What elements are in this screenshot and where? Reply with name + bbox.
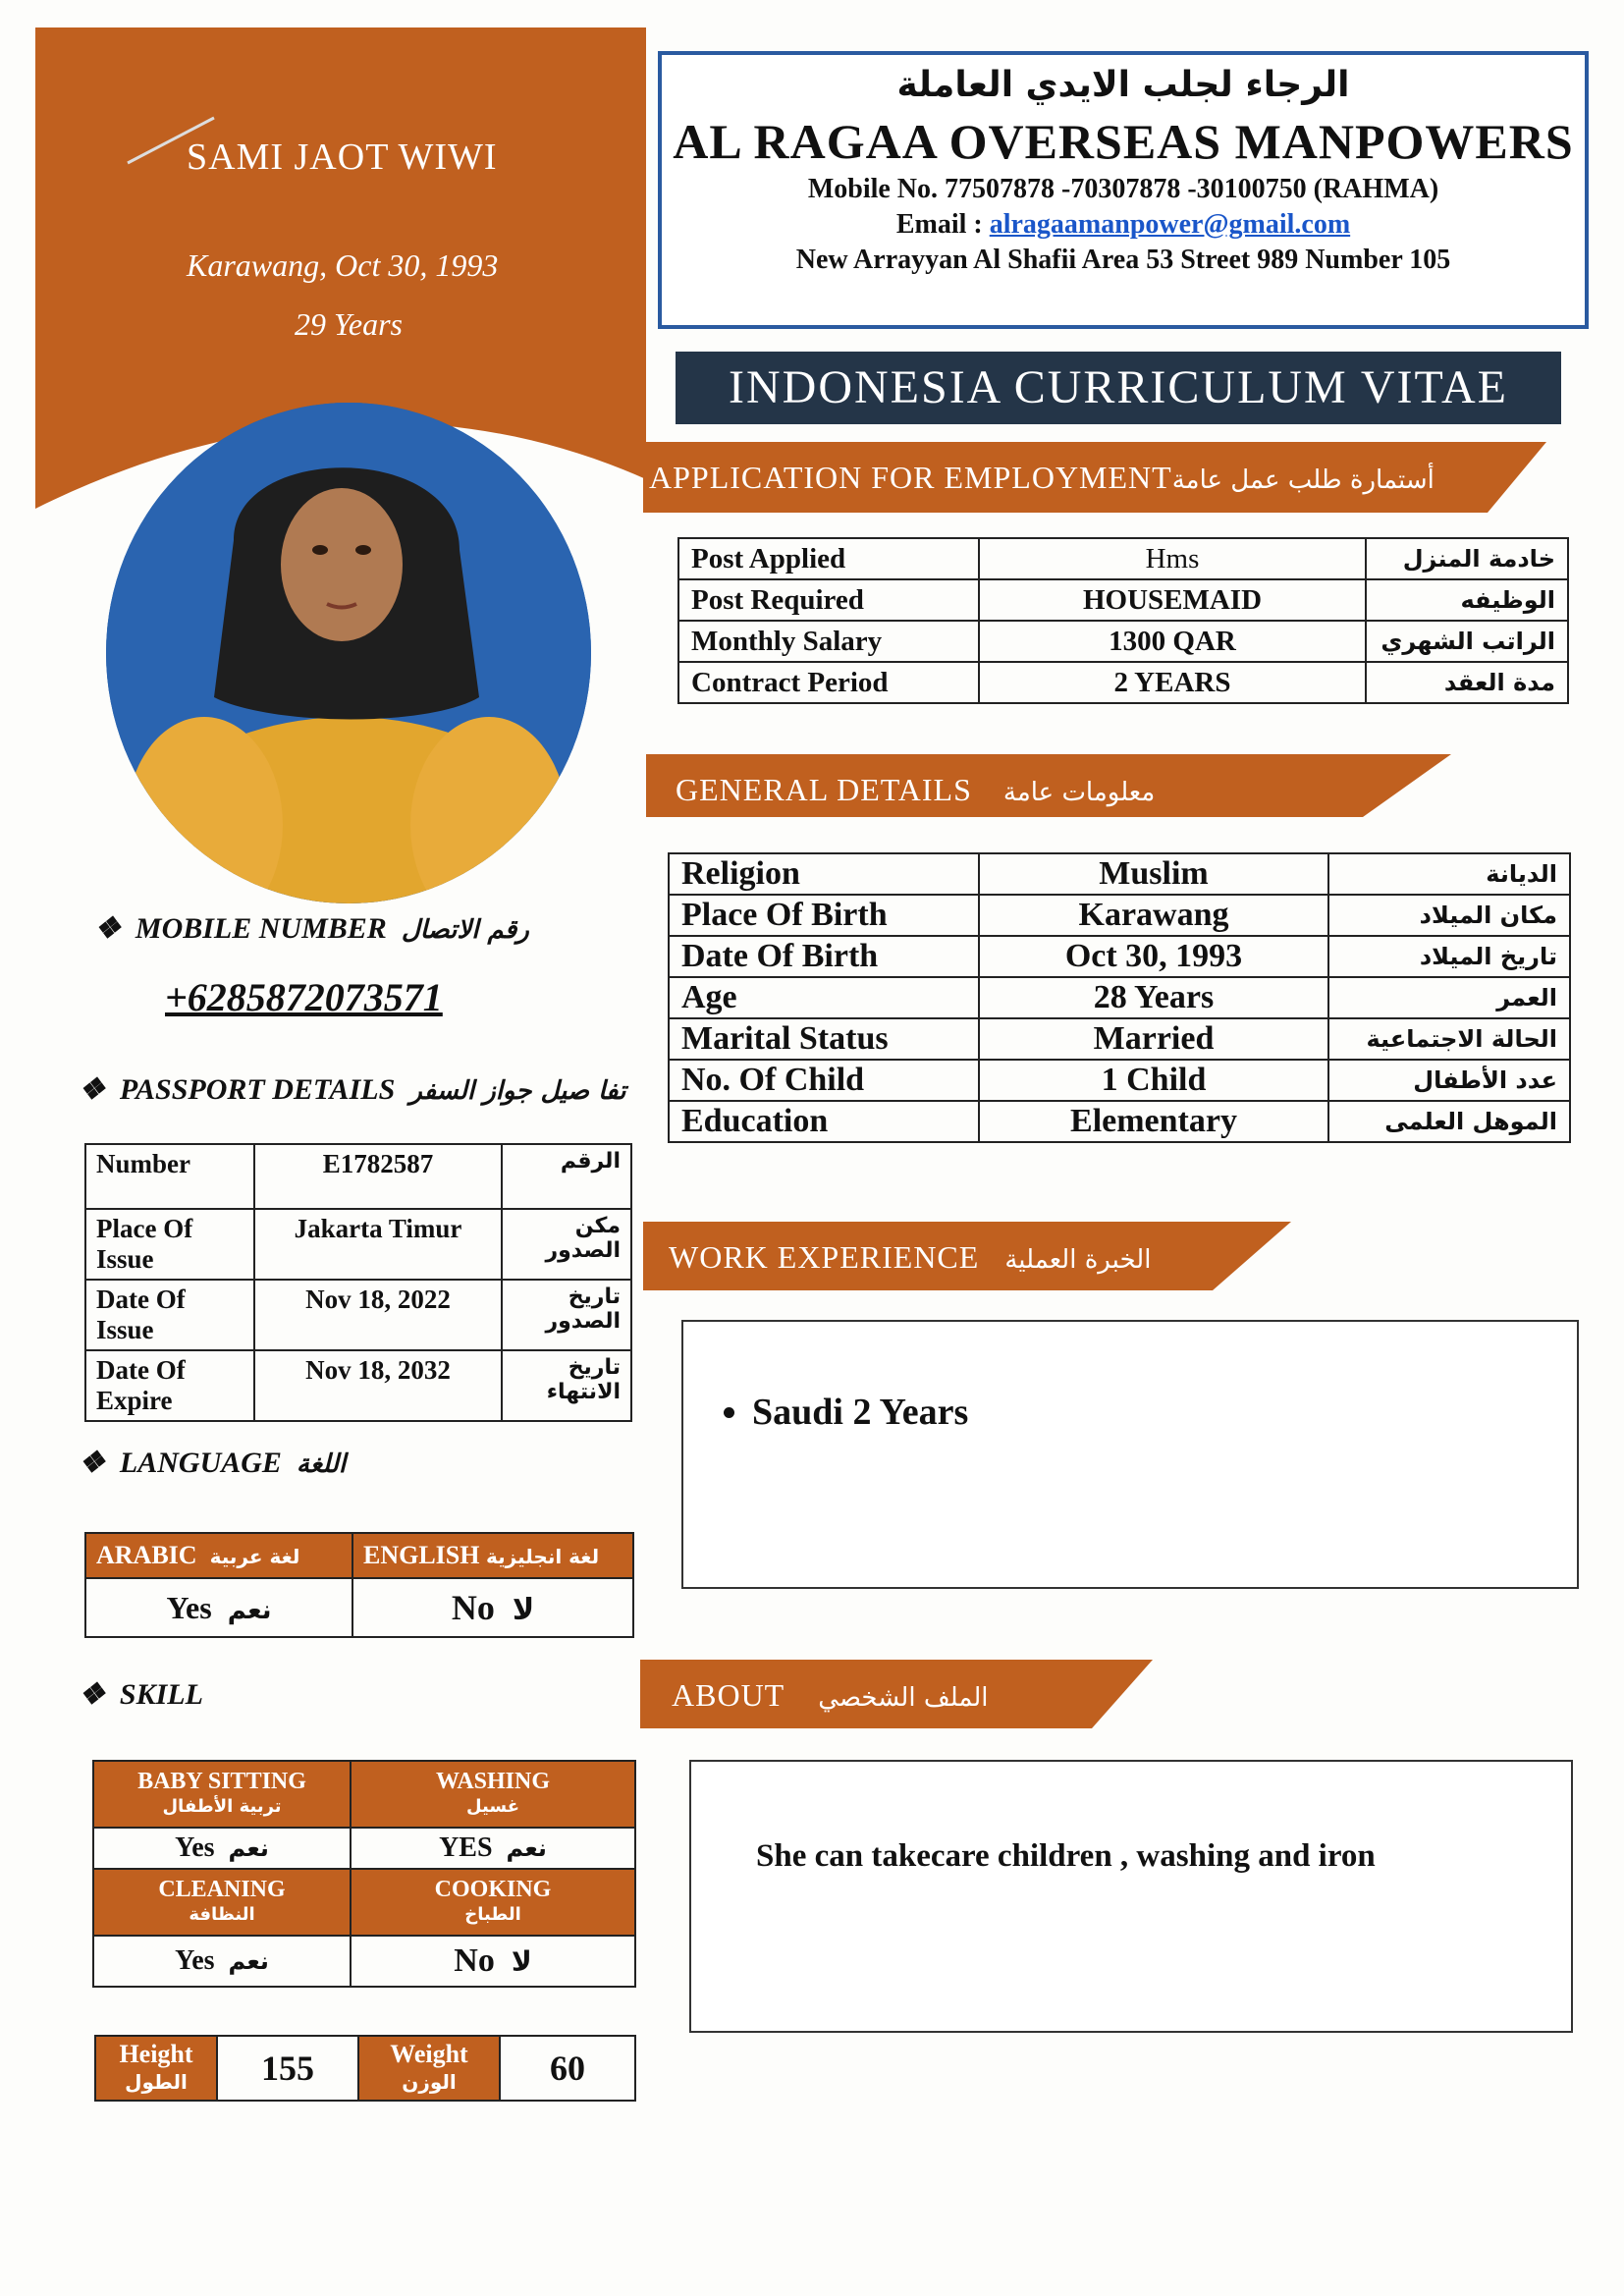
passport-label-ar: تفا صيل جواز السفر (409, 1076, 626, 1106)
table-row (669, 853, 1570, 895)
mobile-heading (94, 911, 529, 946)
gen-value: Oct 30, 1993 (979, 936, 1328, 977)
gen-ar: الحالة الاجتماعية (1328, 1018, 1570, 1060)
section-about (640, 1660, 1159, 1730)
passport-value: Nov 18, 2032 (254, 1350, 502, 1421)
height-label: Height الطول (95, 2036, 217, 2101)
table-row (85, 1144, 631, 1209)
passport-value: Jakarta Timur (254, 1209, 502, 1280)
app-value: 2 YEARS (979, 662, 1366, 703)
mobile-label: MOBILE NUMBER (135, 912, 387, 945)
passport-ar: مكن الصدور (502, 1209, 631, 1280)
agency-email-line (662, 209, 1585, 241)
agency-name-ar: الرجاء لجلب الايدي العاملة (896, 65, 1350, 105)
gen-label: No. Of Child (669, 1060, 979, 1101)
skill-table (92, 1760, 636, 1988)
app-ar: مدة العقد (1366, 662, 1568, 703)
passport-ar: الرقم (502, 1144, 631, 1209)
agency-email-label: Email : (895, 209, 983, 240)
list-item: • Saudi 2 Years (752, 1391, 1577, 1434)
gen-label: Marital Status (669, 1018, 979, 1060)
skill-value: YES نعم (351, 1828, 635, 1869)
app-ar: الوظيفه (1366, 579, 1568, 621)
agency-box (658, 51, 1589, 329)
passport-table (84, 1143, 632, 1422)
language-label-ar: اللغة (296, 1449, 347, 1479)
section-general-title-ar: معلومات عامة (1002, 778, 1156, 807)
diamond-bullet-icon: ❖ (79, 1678, 105, 1711)
table-row (93, 1828, 635, 1869)
table-row (669, 1101, 1570, 1142)
gen-value: Married (979, 1018, 1328, 1060)
language-heading (79, 1446, 346, 1480)
agency-mobile: Mobile No. 77507878 -70307878 -30100750 (RAHMA) (807, 174, 1439, 204)
agency-name: AL RAGAA OVERSEAS MANPOWERS (673, 114, 1574, 169)
gen-label: Religion (669, 853, 979, 895)
gen-label: Education (669, 1101, 979, 1142)
gen-ar: تاريخ الميلاد (1328, 936, 1570, 977)
diamond-bullet-icon: ❖ (79, 1447, 105, 1479)
table-row (678, 538, 1568, 579)
table-row (669, 1018, 1570, 1060)
language-arabic-value: Yes نعم (85, 1578, 352, 1637)
table-row (678, 579, 1568, 621)
candidate-photo (106, 403, 591, 903)
skill-label: SKILL (119, 1678, 203, 1711)
section-about-title: ABOUT (672, 1677, 785, 1713)
diamond-bullet-icon: ❖ (79, 1073, 105, 1106)
section-general-title: GENERAL DETAILS (676, 772, 972, 807)
app-value: Hms (979, 538, 1366, 579)
gen-label: Place Of Birth (669, 895, 979, 936)
table-row (669, 977, 1570, 1018)
cv-title: INDONESIA CURRICULUM VITAE (676, 352, 1561, 424)
table-row (669, 1060, 1570, 1101)
agency-address: New Arrayyan Al Shafii Area 53 Street 989 Number 105 (795, 245, 1451, 275)
height-weight-table (94, 2035, 636, 2102)
table-row (85, 1578, 633, 1637)
table-row (93, 1936, 635, 1987)
table-row (678, 662, 1568, 703)
table-row (85, 1350, 631, 1421)
work-experience-list (752, 1391, 1577, 1434)
agency-email-link[interactable]: alragaamanpower@gmail.com (989, 209, 1351, 240)
passport-value: Nov 18, 2022 (254, 1280, 502, 1350)
language-english-value: No لا (352, 1578, 633, 1637)
passport-label-cell: Number (85, 1144, 254, 1209)
skill-value: No لا (351, 1936, 635, 1987)
application-table (677, 537, 1569, 704)
gen-ar: العمر (1328, 977, 1570, 1018)
gen-ar: مكان الميلاد (1328, 895, 1570, 936)
app-value: 1300 QAR (979, 621, 1366, 662)
gen-label: Age (669, 977, 979, 1018)
section-application-title-ar: أستمارة طلب عمل عامة (1171, 465, 1435, 495)
gen-value: 1 Child (979, 1060, 1328, 1101)
table-row (93, 1761, 635, 1828)
passport-label-cell: Place Of Issue (85, 1209, 254, 1280)
passport-ar: تاريخ الصدور (502, 1280, 631, 1350)
gen-ar: الموهل العلمى (1328, 1101, 1570, 1142)
gen-value: Karawang (979, 895, 1328, 936)
section-application-title: APPLICATION FOR EMPLOYMENT (649, 460, 1172, 495)
gen-ar: الديانة (1328, 853, 1570, 895)
app-label: Contract Period (678, 662, 979, 703)
table-row (85, 1209, 631, 1280)
skill-value: Yes نعم (93, 1936, 351, 1987)
passport-value: E1782587 (254, 1144, 502, 1209)
app-label: Monthly Salary (678, 621, 979, 662)
work-experience-box (681, 1320, 1579, 1589)
table-row (669, 936, 1570, 977)
about-text: She can takecare children , washing and iron (756, 1838, 1376, 1874)
gen-value: Elementary (979, 1101, 1328, 1142)
table-row (678, 621, 1568, 662)
height-value: 155 (217, 2036, 358, 2101)
skill-heading (79, 1677, 203, 1712)
passport-ar: تاريخ الانتهاء (502, 1350, 631, 1421)
passport-heading (79, 1072, 625, 1107)
skill-value: Yes نعم (93, 1828, 351, 1869)
diamond-bullet-icon: ❖ (94, 912, 121, 945)
table-row (93, 1869, 635, 1936)
section-work-title: WORK EXPERIENCE (669, 1239, 980, 1275)
table-row (85, 1533, 633, 1578)
table-row (669, 895, 1570, 936)
app-ar: الراتب الشهري (1366, 621, 1568, 662)
language-table (84, 1532, 634, 1638)
weight-value: 60 (500, 2036, 635, 2101)
app-value: HOUSEMAID (979, 579, 1366, 621)
language-english-header: ENGLISH لغة انجليزية (352, 1533, 633, 1578)
section-general (646, 754, 1457, 825)
table-row (95, 2036, 635, 2101)
skill-name: WASHING غسيل (351, 1761, 635, 1828)
gen-ar: عدد الأطفال (1328, 1060, 1570, 1101)
app-label: Post Applied (678, 538, 979, 579)
app-label: Post Required (678, 579, 979, 621)
about-box (689, 1760, 1573, 2033)
mobile-label-ar: رقم الاتصال (401, 915, 529, 945)
skill-name: BABY SITTING تربية الأطفال (93, 1761, 351, 1828)
language-label: LANGUAGE (119, 1447, 282, 1479)
gen-label: Date Of Birth (669, 936, 979, 977)
general-table (668, 852, 1571, 1143)
passport-label-cell: Date Of Issue (85, 1280, 254, 1350)
app-ar: خادمة المنزل (1366, 538, 1568, 579)
section-work (643, 1222, 1297, 1292)
candidate-name: SAMI JAOT WIWI (187, 137, 498, 178)
gen-value: 28 Years (979, 977, 1328, 1018)
section-work-title-ar: الخبرة العملية (1004, 1245, 1152, 1275)
candidate-age: 29 Years (295, 306, 403, 342)
candidate-birth: Karawang, Oct 30, 1993 (187, 247, 499, 283)
gen-value: Muslim (979, 853, 1328, 895)
weight-label: Weight الوزن (358, 2036, 500, 2101)
language-arabic-header: ARABIC لغة عربية (85, 1533, 352, 1578)
table-row (85, 1280, 631, 1350)
section-application (643, 442, 1552, 513)
passport-label: PASSPORT DETAILS (119, 1073, 396, 1106)
passport-label-cell: Date Of Expire (85, 1350, 254, 1421)
mobile-number[interactable]: +6285872073571 (165, 975, 443, 1019)
section-about-title-ar: الملف الشخصي (818, 1683, 989, 1713)
skill-name: COOKING الطباخ (351, 1869, 635, 1936)
skill-name: CLEANING النظافة (93, 1869, 351, 1936)
